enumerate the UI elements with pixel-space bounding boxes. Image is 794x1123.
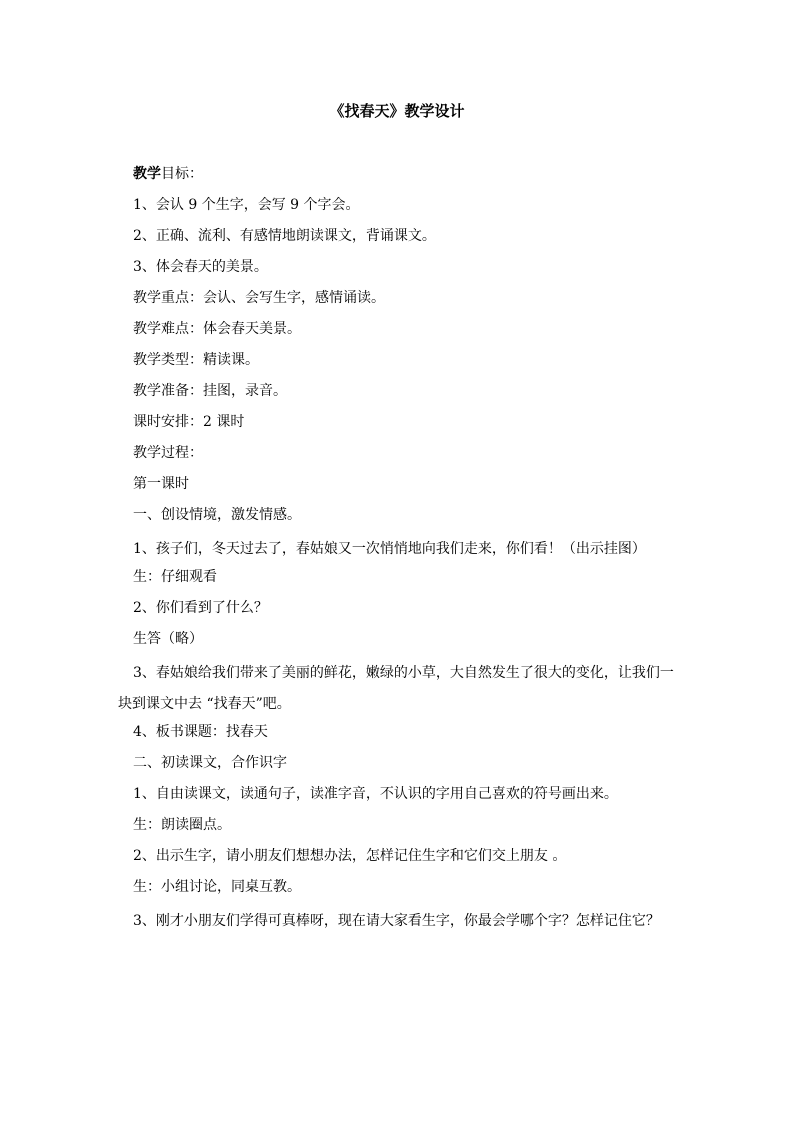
text-line: 教学准备：挂图，录音。 xyxy=(133,383,287,399)
text-line: 第一课时 xyxy=(133,476,189,492)
paragraph: 1、孩子们，冬天过去了，春姑娘又一次悄悄地向我们走来，你们看！（出示挂图） xyxy=(133,541,646,557)
text-line: 教学过程： xyxy=(133,445,203,461)
text-line: 1、会认 9 个生字，会写 9 个字会。 xyxy=(133,197,360,213)
text-line: 课时安排：2 课时 xyxy=(133,414,245,430)
paragraph: 3、春姑娘给我们带来了美丽的鲜花，嫩绿的小草，大自然发生了很大的变化，让我们一块到课文中去 “找春天”吧。 xyxy=(118,665,674,712)
objectives-heading-bold: 教学 xyxy=(133,166,161,182)
text-line: 二、初读课文，合作识字 xyxy=(133,755,287,771)
text-line: 生：仔细观看 xyxy=(133,569,217,585)
text-line: 生答（略） xyxy=(133,631,203,647)
text-line: 2、正确、流利、有感情地朗读课文，背诵课文。 xyxy=(133,228,436,244)
text-line: 生：小组讨论，同桌互教。 xyxy=(133,879,301,895)
document-title: 《找春天》教学设计 xyxy=(329,102,465,120)
document-body xyxy=(118,162,678,937)
text-line: 教学类型：精读课。 xyxy=(133,352,259,368)
text-line: 3、体会春天的美景。 xyxy=(133,259,268,275)
paragraph: 3、刚才小朋友们学得可真棒呀，现在请大家看生字，你最会学哪个字？怎样记住它？ xyxy=(133,913,660,929)
objectives-heading-rest: 目标： xyxy=(161,166,203,182)
text-line: 教学难点：体会春天美景。 xyxy=(133,321,301,337)
text-line: 2、你们看到了什么？ xyxy=(133,600,268,616)
objectives-heading xyxy=(118,162,678,193)
text-line: 教学重点：会认、会写生字，感情诵读。 xyxy=(133,290,385,306)
text-line: 1、自由读课文，读通句子，读准字音，不认识的字用自己喜欢的符号画出来。 xyxy=(133,786,618,802)
text-line: 一、创设情境，激发情感。 xyxy=(133,507,301,523)
text-line: 2、出示生字，请小朋友们想想办法，怎样记住生字和它们交上朋友 。 xyxy=(133,848,567,864)
text-line: 4、板书课题：找春天 xyxy=(133,724,268,740)
text-line: 生：朗读圈点。 xyxy=(133,817,231,833)
